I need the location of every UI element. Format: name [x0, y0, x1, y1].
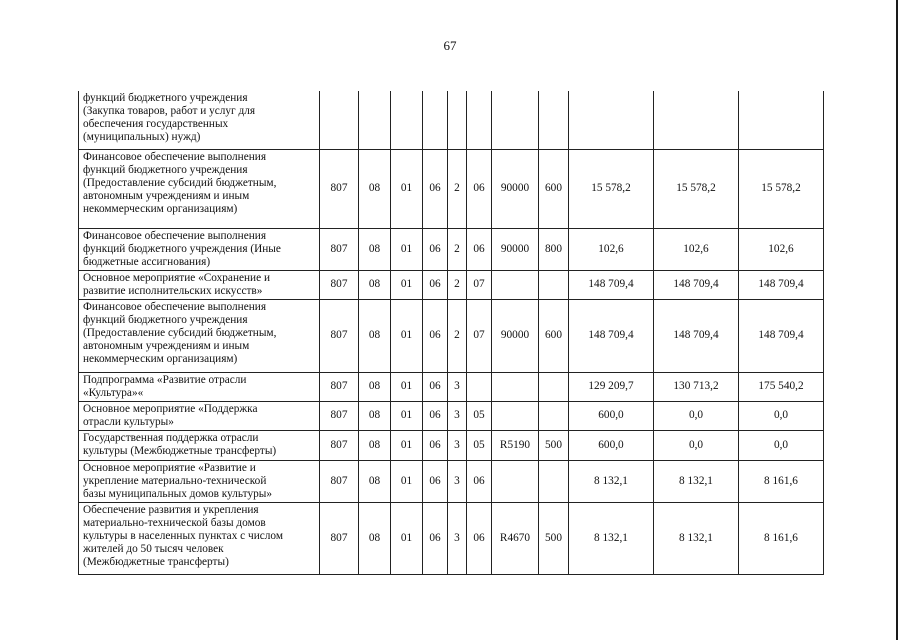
cell-v3: 102,6 — [739, 228, 824, 270]
row-name-line: Государственная поддержка отрасли — [83, 431, 259, 444]
cell-c3: 01 — [391, 228, 423, 270]
cell-c3: 01 — [391, 460, 423, 502]
cell-c1 — [320, 91, 359, 149]
row-name-line: (Закупка товаров, работ и услуг для — [83, 105, 256, 117]
row-name-line: развитие исполнительских искусств» — [83, 284, 263, 297]
cell-c7: 90000 — [492, 228, 539, 270]
cell-c3: 01 — [391, 149, 423, 228]
row-name — [79, 460, 320, 502]
table-row — [79, 299, 824, 372]
row-name-line: Основное мероприятие «Сохранение и — [83, 271, 270, 284]
cell-c2 — [359, 91, 391, 149]
row-name — [79, 502, 320, 574]
cell-v3: 8 161,6 — [739, 460, 824, 502]
cell-v2: 8 132,1 — [654, 502, 739, 574]
cell-c2: 08 — [359, 299, 391, 372]
cell-c8: 500 — [539, 430, 569, 460]
row-name — [79, 149, 320, 228]
row-name-line: Финансовое обеспечение выполнения — [83, 229, 267, 242]
cell-c5 — [448, 91, 467, 149]
row-name-line: Финансовое обеспечение выполнения — [83, 150, 267, 163]
cell-c5: 2 — [448, 228, 467, 270]
cell-c5: 3 — [448, 460, 467, 502]
cell-c2: 08 — [359, 149, 391, 228]
cell-c1: 807 — [320, 401, 359, 430]
cell-c3: 01 — [391, 502, 423, 574]
cell-c6: 06 — [467, 149, 492, 228]
cell-v2: 148 709,4 — [654, 299, 739, 372]
cell-c4: 06 — [423, 372, 448, 401]
row-name-line: Обеспечение развития и укрепления — [83, 503, 259, 516]
cell-c1: 807 — [320, 430, 359, 460]
cell-c1: 807 — [320, 149, 359, 228]
cell-v2: 8 132,1 — [654, 460, 739, 502]
table-row — [79, 270, 824, 299]
cell-c2: 08 — [359, 460, 391, 502]
cell-v2: 0,0 — [654, 401, 739, 430]
cell-c2: 08 — [359, 430, 391, 460]
cell-v2 — [654, 91, 739, 149]
row-name — [79, 430, 320, 460]
cell-v1: 102,6 — [569, 228, 654, 270]
cell-c8 — [539, 401, 569, 430]
cell-c7: R4670 — [492, 502, 539, 574]
cell-c2: 08 — [359, 372, 391, 401]
cell-c3: 01 — [391, 401, 423, 430]
cell-c7 — [492, 401, 539, 430]
table-row — [79, 372, 824, 401]
table-row — [79, 460, 824, 502]
cell-v3: 148 709,4 — [739, 299, 824, 372]
cell-c2: 08 — [359, 502, 391, 574]
cell-c4: 06 — [423, 149, 448, 228]
row-name — [79, 270, 320, 299]
cell-v3: 8 161,6 — [739, 502, 824, 574]
cell-c6: 05 — [467, 401, 492, 430]
cell-c8: 800 — [539, 228, 569, 270]
row-name-line: (Предоставление субсидий бюджетным, — [83, 176, 277, 189]
row-name — [79, 91, 320, 149]
cell-c4 — [423, 91, 448, 149]
row-name-line: (Предоставление субсидий бюджетным, — [83, 326, 277, 339]
cell-c5: 3 — [448, 401, 467, 430]
row-name-line: функций бюджетного учреждения — [83, 92, 248, 104]
cell-c5: 3 — [448, 430, 467, 460]
cell-v1: 129 209,7 — [569, 372, 654, 401]
cell-v1: 148 709,4 — [569, 270, 654, 299]
cell-c8 — [539, 270, 569, 299]
table-body — [79, 91, 824, 574]
table-row — [79, 149, 824, 228]
cell-c3: 01 — [391, 299, 423, 372]
cell-v2: 148 709,4 — [654, 270, 739, 299]
row-name-line: Подпрограмма «Развитие отрасли — [83, 373, 247, 386]
scan-edge — [896, 0, 898, 640]
cell-v3: 0,0 — [739, 430, 824, 460]
cell-v1: 15 578,2 — [569, 149, 654, 228]
cell-c1: 807 — [320, 270, 359, 299]
row-name-line: Финансовое обеспечение выполнения — [83, 300, 267, 313]
cell-c7 — [492, 270, 539, 299]
cell-c2: 08 — [359, 228, 391, 270]
row-name-line: функций бюджетного учреждения — [83, 163, 248, 176]
cell-c6 — [467, 372, 492, 401]
row-name-line: культуры в населенных пунктах с числом — [83, 529, 283, 542]
row-name-line: жителей до 50 тысяч человек — [83, 542, 224, 555]
cell-c1: 807 — [320, 299, 359, 372]
cell-v2: 15 578,2 — [654, 149, 739, 228]
cell-c6: 06 — [467, 502, 492, 574]
table-row — [79, 91, 824, 149]
row-name-line: базы муниципальных домов культуры» — [83, 487, 272, 500]
row-name — [79, 401, 320, 430]
row-name-line: бюджетные ассигнования) — [83, 255, 211, 268]
cell-v1: 148 709,4 — [569, 299, 654, 372]
cell-v2: 102,6 — [654, 228, 739, 270]
row-name — [79, 299, 320, 372]
budget-table — [78, 91, 824, 575]
cell-v2: 130 713,2 — [654, 372, 739, 401]
cell-c8: 600 — [539, 299, 569, 372]
cell-c7: 90000 — [492, 149, 539, 228]
cell-v1: 8 132,1 — [569, 502, 654, 574]
page-number: 67 — [443, 38, 457, 53]
cell-c5: 2 — [448, 149, 467, 228]
row-name-line: функций бюджетного учреждения (Иные — [83, 242, 281, 255]
cell-c5: 3 — [448, 372, 467, 401]
row-name-line: автономным учреждениям и иным — [83, 189, 250, 202]
cell-c6: 05 — [467, 430, 492, 460]
cell-c8: 600 — [539, 149, 569, 228]
cell-c3 — [391, 91, 423, 149]
table-row — [79, 401, 824, 430]
cell-c6: 06 — [467, 228, 492, 270]
row-name-line: укрепление материально-технической — [83, 474, 267, 487]
cell-c7 — [492, 372, 539, 401]
cell-c8 — [539, 372, 569, 401]
cell-c1: 807 — [320, 460, 359, 502]
row-name-line: (Межбюджетные трансферты) — [83, 555, 229, 568]
cell-c8 — [539, 460, 569, 502]
row-name — [79, 228, 320, 270]
cell-c4: 06 — [423, 299, 448, 372]
cell-c5: 2 — [448, 270, 467, 299]
cell-c1: 807 — [320, 228, 359, 270]
cell-c7: R5190 — [492, 430, 539, 460]
cell-v1: 600,0 — [569, 401, 654, 430]
cell-v3: 0,0 — [739, 401, 824, 430]
cell-c4: 06 — [423, 401, 448, 430]
cell-v1: 600,0 — [569, 430, 654, 460]
cell-c2: 08 — [359, 401, 391, 430]
row-name — [79, 372, 320, 401]
cell-c3: 01 — [391, 372, 423, 401]
cell-c7: 90000 — [492, 299, 539, 372]
cell-c1: 807 — [320, 372, 359, 401]
row-name-line: Основное мероприятие «Развитие и — [83, 461, 256, 474]
row-name-line: отрасли культуры» — [83, 415, 174, 428]
cell-v2: 0,0 — [654, 430, 739, 460]
cell-v3: 15 578,2 — [739, 149, 824, 228]
table-row — [79, 430, 824, 460]
cell-c6: 07 — [467, 299, 492, 372]
cell-c4: 06 — [423, 228, 448, 270]
row-name-line: некоммерческим организациям) — [83, 202, 238, 215]
row-name-line: Основное мероприятие «Поддержка — [83, 402, 258, 415]
cell-c5: 3 — [448, 502, 467, 574]
cell-c4: 06 — [423, 270, 448, 299]
cell-c3: 01 — [391, 430, 423, 460]
cell-c6 — [467, 91, 492, 149]
cell-c8 — [539, 91, 569, 149]
cell-v1: 8 132,1 — [569, 460, 654, 502]
cell-c5: 2 — [448, 299, 467, 372]
cell-v1 — [569, 91, 654, 149]
cell-v3 — [739, 91, 824, 149]
cell-c7 — [492, 91, 539, 149]
row-name-line: культуры (Межбюджетные трансферты) — [83, 444, 277, 457]
cell-c1: 807 — [320, 502, 359, 574]
row-name-line: обеспечения государственных — [83, 118, 229, 130]
row-name-line: автономным учреждениям и иным — [83, 339, 250, 352]
table-row — [79, 502, 824, 574]
cell-v3: 175 540,2 — [739, 372, 824, 401]
cell-c8: 500 — [539, 502, 569, 574]
row-name-line: «Культура»« — [83, 386, 144, 399]
cell-c6: 06 — [467, 460, 492, 502]
row-name-line: материально-технической базы домов — [83, 516, 266, 529]
cell-c7 — [492, 460, 539, 502]
cell-c3: 01 — [391, 270, 423, 299]
row-name-line: некоммерческим организациям) — [83, 352, 238, 365]
table-row — [79, 228, 824, 270]
cell-c4: 06 — [423, 460, 448, 502]
cell-v3: 148 709,4 — [739, 270, 824, 299]
cell-c4: 06 — [423, 430, 448, 460]
row-name-line: (муниципальных) нужд) — [83, 131, 201, 143]
cell-c6: 07 — [467, 270, 492, 299]
row-name-line: функций бюджетного учреждения — [83, 313, 248, 326]
cell-c2: 08 — [359, 270, 391, 299]
cell-c4: 06 — [423, 502, 448, 574]
